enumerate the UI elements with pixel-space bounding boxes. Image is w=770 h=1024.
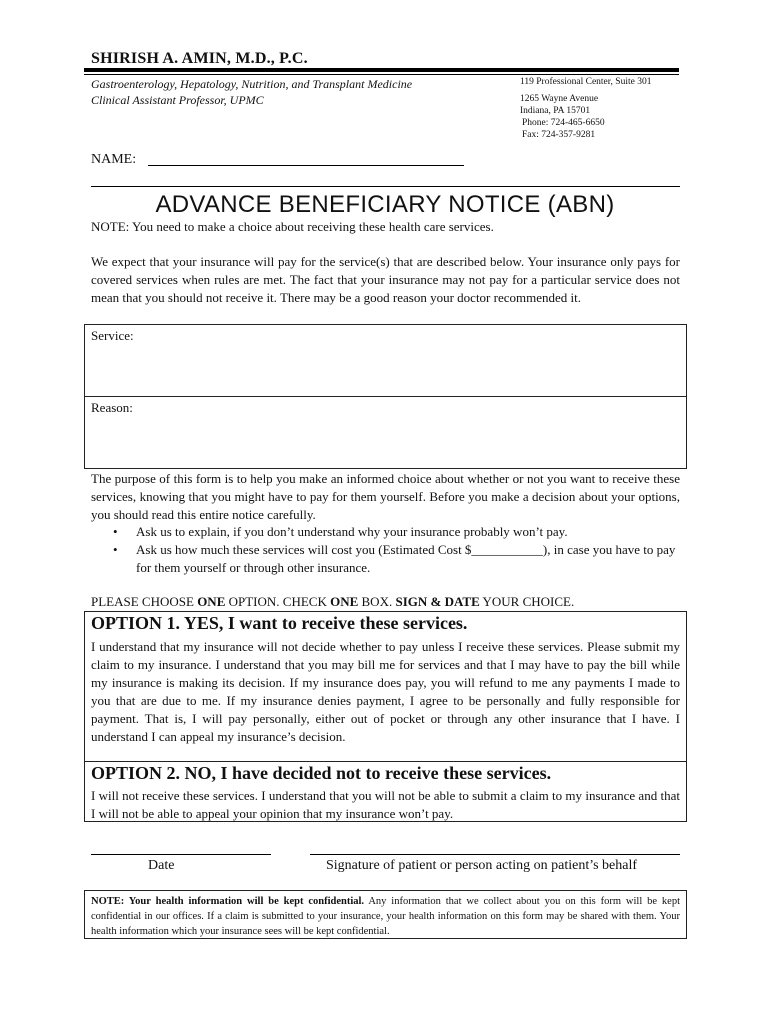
address-line: 119 Professional Center, Suite 301 — [520, 77, 652, 87]
option1-heading: OPTION 1. YES, I want to receive these services. — [91, 613, 468, 633]
header-rule-thick — [84, 68, 679, 72]
choose-emphasis: ONE — [197, 594, 226, 609]
service-field[interactable] — [84, 324, 687, 397]
option1-body: I understand that my insurance will not decide whether to pay unless I receive these services. Please submit my claim to my insurance. I understand that you may bill me for services and that I may have to pay the bill while my insurance is making its decision. If my insurance does pay, you will refund to me any payments I made to you that are due to me. If my insurance denies payment, I agree to be personally and fully responsible for payment. That is, I will pay personally, either out of pocket or through any other insurance that I have. I understand I can appeal my insurance’s decision. — [91, 639, 680, 744]
confidentiality-text: Any information that we collect about you on this form will be kept confidential in our offices. If a claim is submitted to your insurance, your health information on this form may be shared with them. Your health information which your insurance sees will be kept confidential. — [91, 896, 681, 937]
bullet-icon: • — [113, 524, 118, 539]
reason-field[interactable] — [84, 396, 687, 469]
choose-emphasis: ONE — [330, 594, 359, 609]
bullet-list — [91, 523, 680, 577]
date-label: Date — [148, 858, 175, 873]
reason-label: Reason: — [91, 400, 133, 415]
list-item — [91, 541, 680, 577]
purpose-paragraph: The purpose of this form is to help you make an informed choice about whether or not you want to receive these services, knowing that you might have to pay for them yourself. Before you make a decision about your options, you should read this entire notice carefully. — [91, 471, 680, 522]
choose-text: PLEASE CHOOSE — [91, 594, 198, 609]
phone-text: Phone: 724-465-6650 — [522, 118, 605, 128]
choose-text: OPTION. CHECK — [225, 594, 331, 609]
specialty-line: Gastroenterology, Hepatology, Nutrition, and Transplant Medicine — [91, 77, 413, 91]
date-field[interactable] — [91, 854, 271, 855]
divider — [91, 186, 680, 187]
list-item — [91, 523, 680, 541]
address-line: 1265 Wayne Avenue — [520, 94, 599, 104]
choose-text: YOUR CHOICE. — [479, 594, 575, 609]
confidentiality-heading: NOTE: Your health information will be kept confidential. — [91, 896, 365, 907]
practice-name: SHIRISH A. AMIN, M.D., P.C. — [91, 50, 308, 67]
specialty-block — [91, 76, 412, 108]
intro-paragraph: We expect that your insurance will pay for the service(s) that are described below. Your insurance only pays for covered services when rules are met. The fact that your insurance may not pay for a particular service does not mean that you should not receive it. There may be a good reason your doctor recommended it. — [91, 254, 680, 305]
bullet-text: Ask us to explain, if you don’t understand why your insurance probably won’t pay. — [136, 524, 568, 539]
name-label: NAME: — [91, 152, 137, 167]
note-text: NOTE: You need to make a choice about receiving these health care services. — [91, 219, 494, 234]
signature-field[interactable] — [310, 854, 680, 855]
address-block — [520, 78, 651, 141]
option2-body: I will not receive these services. I understand that you will not be able to submit a claim to my insurance and that I will not be able to appeal your opinion that my insurance won’t pay. — [91, 788, 680, 821]
signature-label: Signature of patient or person acting on patient’s behalf — [326, 858, 638, 873]
confidentiality-note — [84, 890, 687, 939]
bullet-icon: • — [113, 542, 118, 557]
choose-text: BOX. — [358, 594, 396, 609]
name-field[interactable] — [148, 165, 464, 166]
bullet-text: Ask us how much these services will cost you (Estimated Cost $___________), in case you have to pay for them yourself or through other insurance. — [136, 542, 676, 575]
option2-heading: OPTION 2. NO, I have decided not to receive these services. — [91, 763, 552, 783]
option2-box[interactable] — [84, 761, 687, 822]
header-rule-thin — [84, 74, 679, 75]
service-label: Service: — [91, 328, 134, 343]
faculty-line: Clinical Assistant Professor, UPMC — [91, 93, 264, 107]
address-line: Indiana, PA 15701 — [520, 106, 591, 116]
page-title: ADVANCE BENEFICIARY NOTICE (ABN) — [155, 191, 615, 218]
choose-emphasis: SIGN & DATE — [395, 594, 480, 609]
option1-box[interactable] — [84, 611, 687, 762]
fax-text: Fax: 724-357-9281 — [522, 130, 596, 140]
choose-instruction — [91, 594, 574, 610]
